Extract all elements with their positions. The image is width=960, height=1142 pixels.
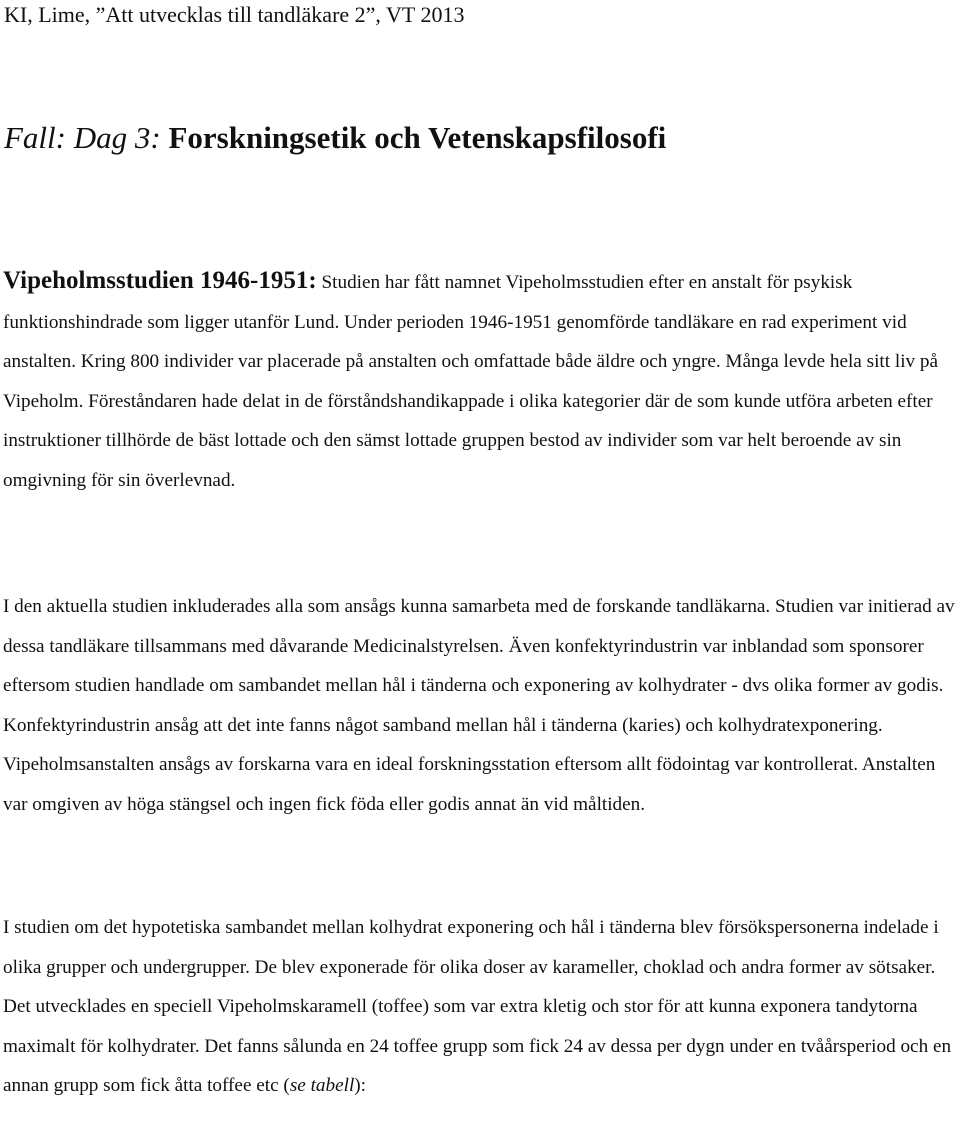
paragraph-vipeholm-intro	[3, 261, 957, 500]
paragraph-body: I studien om det hypotetiska sambandet mellan kolhydrat exponering och hål i tänderna blev försökspersonerna indelade i olika grupper och undergrupper. De blev exponerade för olika doser av karameller, choklad och andra former av sötsaker. Det utvecklades en speciell Vipeholmskaramell (toffee) som var extra kletig och stor för att kunna exponera tandytorna maximalt för kolhydrater. Det fanns sålunda en 24 toffee grupp som fick 24 av dessa per dygn under en tvåårsperiod och en annan grupp som fick åtta toffee etc (	[3, 917, 952, 1096]
table-reference: se tabell	[289, 1075, 355, 1096]
title-prefix: Fall: Dag 3:	[4, 120, 161, 155]
paragraph-study-participants	[3, 587, 957, 824]
title-main: Forskningsetik och Vetenskapsfilosofi	[168, 120, 667, 155]
paragraph-body: Studien har fått namnet Vipeholmsstudien efter en anstalt för psykisk funktionshindrade som ligger utanför Lund. Under perioden 1946-1951 genomförde tandläkare en rad experiment vid anstalten. Kring 800 individer var placerade på anstalten och omfattade både äldre och yngre. Många levde hela sitt liv på Vipeholm. Föreståndaren hade delat in de förståndshandikappade i olika kategorier där de som kunde utföra arbeten efter instruktioner tillhörde de bäst lottade och den sämst lottade gruppen bestod av individer som var helt beroende av sin omgivning för sin överlevnad.	[3, 272, 939, 491]
paragraph-study-groups	[3, 908, 957, 1106]
paragraph-body: I den aktuella studien inkluderades alla som ansågs kunna samarbeta med de forskande tandläkarna. Studien var initierad av dessa tandläkare tillsammans med dåvarande Medicinalstyrelsen. Även konfektyrindustrin var inblandad som sponsorer eftersom studien handlade om sambandet mellan hål i tänderna och exponering av kolhydrater - dvs olika former av godis. Konfektyrindustrin ansåg att det inte fanns något samband mellan hål i tänderna (karies) och kolhydratexponering. Vipeholmsanstalten ansågs av forskarna vara en ideal forskningsstation eftersom allt födointag var kontrollerat. Anstalten var omgiven av höga stängsel och ingen fick föda eller godis annat än vid måltiden.	[3, 596, 955, 815]
page-title	[4, 118, 666, 158]
document-header: KI, Lime, ”Att utvecklas till tandläkare 2”, VT 2013	[4, 2, 465, 27]
paragraph-lead-heading: Vipeholmsstudien 1946-1951:	[3, 267, 317, 294]
paragraph-end: ):	[354, 1075, 367, 1096]
